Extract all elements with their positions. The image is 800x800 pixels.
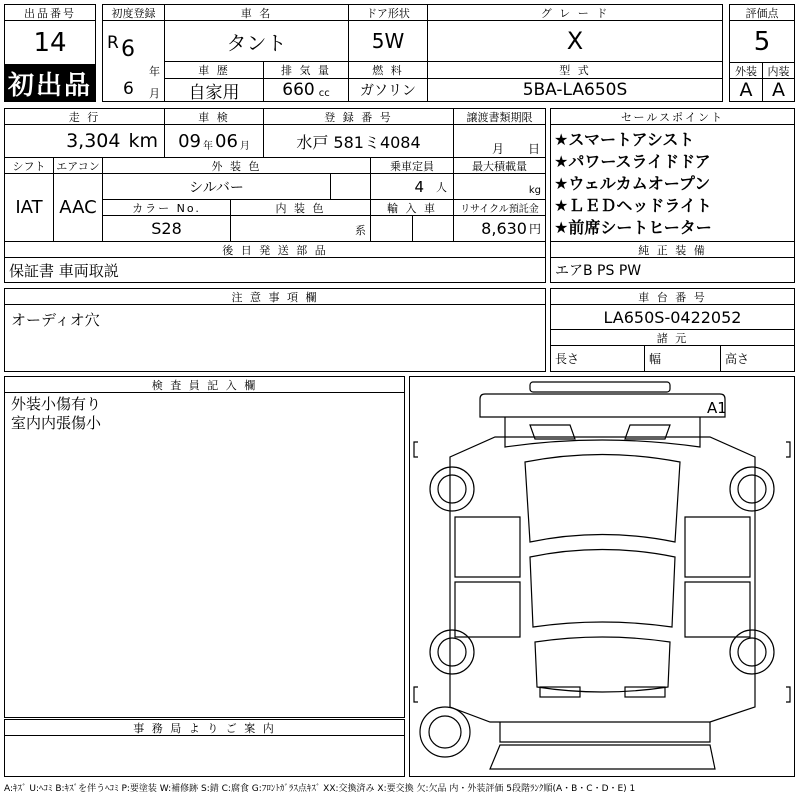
recycle-fee: 8,630 bbox=[481, 219, 527, 238]
import-box-b bbox=[412, 215, 454, 242]
standard-equipment-label: 純 正 装 備 bbox=[550, 241, 795, 258]
mileage-cell bbox=[4, 124, 165, 158]
sales-points-label: セールスポイント bbox=[550, 108, 795, 125]
recycle-cell bbox=[453, 215, 546, 242]
office-box bbox=[4, 735, 405, 777]
interior-color-unit: 系 bbox=[355, 224, 366, 237]
sales-point-item: ★ウェルカムオープン bbox=[554, 174, 711, 193]
exterior-color-blank bbox=[330, 173, 371, 200]
specs-label: 諸 元 bbox=[550, 329, 795, 346]
notes-box bbox=[4, 304, 546, 372]
displacement-unit: cc bbox=[318, 87, 330, 99]
month-unit: 月 bbox=[149, 87, 160, 100]
registration-number-label: 登 録 番 号 bbox=[263, 108, 454, 125]
inspector-line: 室内内張傷小 bbox=[11, 414, 102, 432]
score-label: 評価点 bbox=[729, 4, 795, 21]
car-diagram bbox=[409, 376, 795, 777]
later-parts-label: 後 日 発 送 部 品 bbox=[4, 241, 546, 258]
legend-footer: A:ｷｽﾞ U:ﾍｺﾐ B:ｷｽﾞを伴うﾍｺﾐ P:要塗装 W:補修跡 S:錆 C:腐食 G:ﾌﾛﾝﾄｶﾞﾗｽ点ｷｽﾞ XX:交換済み X:要交換 欠:欠品 内・外装評価 5段階ﾗﾝｸ順(A・B・C・D・E) 1 bbox=[4, 784, 636, 794]
score: 5 bbox=[729, 20, 795, 63]
sales-point-item: ★スマートアシスト bbox=[554, 130, 695, 149]
car-outline-drawing bbox=[410, 377, 794, 776]
exterior-grade: A bbox=[729, 78, 763, 102]
car-name-label: 車 名 bbox=[164, 4, 349, 21]
interior-grade: A bbox=[762, 78, 795, 102]
mileage-unit: km bbox=[128, 130, 158, 152]
history: 自家用 bbox=[164, 78, 264, 102]
capacity: 4 bbox=[414, 177, 424, 196]
office-label: 事 務 局 よ り ご 案 内 bbox=[4, 719, 405, 736]
damage-mark: A1 bbox=[707, 399, 727, 417]
transfer-day-unit: 日 bbox=[528, 142, 541, 156]
lot-number: 14 bbox=[4, 20, 96, 65]
max-load-unit: kg bbox=[528, 185, 541, 196]
chassis-number-label: 車 台 番 号 bbox=[550, 288, 795, 305]
inspector-line: 外装小傷有り bbox=[11, 395, 102, 413]
inspection-year-unit: 年 bbox=[203, 140, 213, 152]
import-box-a bbox=[370, 215, 413, 242]
standard-equipment: エアB PS PW bbox=[550, 257, 795, 283]
import-label: 輸 入 車 bbox=[370, 199, 454, 216]
chassis-number: LA650S-0422052 bbox=[550, 304, 795, 330]
first-listing-badge: 初出品 bbox=[4, 64, 96, 102]
first-registration-label: 初度登録 bbox=[102, 4, 165, 21]
recycle-label: リサイクル預託金 bbox=[453, 199, 546, 216]
color-number-label: カラー No. bbox=[102, 199, 231, 216]
sales-points-box bbox=[550, 124, 795, 242]
door-label: ドア形状 bbox=[348, 4, 428, 21]
capacity-unit: 人 bbox=[436, 180, 447, 194]
shift: IAT bbox=[4, 173, 54, 242]
car-name: タント bbox=[164, 20, 349, 62]
recycle-unit: 円 bbox=[528, 222, 541, 236]
later-parts: 保証書 車両取説 bbox=[4, 257, 546, 283]
inspector-label: 検 査 員 記 入 欄 bbox=[4, 376, 405, 393]
door-type: 5W bbox=[348, 20, 428, 62]
interior-color-cell bbox=[230, 215, 371, 242]
displacement-label: 排 気 量 bbox=[263, 61, 349, 79]
model-label: 型 式 bbox=[427, 61, 723, 79]
capacity-cell bbox=[370, 173, 454, 200]
year-unit: 年 bbox=[149, 65, 160, 78]
inspection-year: 09 bbox=[178, 130, 201, 152]
era-letter: R bbox=[107, 33, 119, 53]
grade: X bbox=[427, 20, 723, 62]
inspection-cell bbox=[164, 124, 264, 158]
history-label: 車 歴 bbox=[164, 61, 264, 79]
lot-number-label: 出品番号 bbox=[4, 4, 96, 21]
mileage-label: 走 行 bbox=[4, 108, 165, 125]
interior-color-label: 内 装 色 bbox=[230, 199, 371, 216]
registration-year: 6 bbox=[121, 37, 135, 62]
shift-label: シフト bbox=[4, 157, 54, 174]
inspector-box bbox=[4, 392, 405, 718]
first-registration-box bbox=[102, 20, 165, 102]
color-number: S28 bbox=[102, 215, 231, 242]
max-load-label: 最大積載量 bbox=[453, 157, 546, 174]
exterior-label: 外装 bbox=[729, 62, 763, 79]
sales-point-item: ★ＬＥＤヘッドライト bbox=[554, 196, 712, 215]
registration-month: 6 bbox=[123, 79, 134, 99]
height-cell: 高さ bbox=[720, 345, 795, 372]
exterior-color: シルバー bbox=[102, 173, 331, 200]
ac-label: エアコン bbox=[53, 157, 103, 174]
notes-text: オーディオ穴 bbox=[11, 311, 100, 329]
inspection-label: 車 検 bbox=[164, 108, 264, 125]
capacity-label: 乗車定員 bbox=[370, 157, 454, 174]
sales-point-item: ★パワースライドドア bbox=[554, 152, 711, 171]
interior-label: 内装 bbox=[762, 62, 795, 79]
fuel-label: 燃 料 bbox=[348, 61, 428, 79]
displacement: 660 bbox=[282, 80, 315, 100]
notes-label: 注 意 事 項 欄 bbox=[4, 288, 546, 305]
transfer-month-unit: 月 bbox=[492, 142, 505, 156]
inspection-month-unit: 月 bbox=[239, 140, 250, 152]
transfer-deadline-label: 譲渡書類期限 bbox=[453, 108, 546, 125]
inspection-month: 06 bbox=[215, 130, 238, 152]
model: 5BA-LA650S bbox=[427, 78, 723, 102]
mileage: 3,304 bbox=[66, 130, 121, 152]
registration-number: 水戸 581ミ4084 bbox=[263, 124, 454, 158]
aircon: AAC bbox=[53, 173, 103, 242]
transfer-deadline-box bbox=[453, 124, 546, 158]
exterior-color-label: 外 装 色 bbox=[102, 157, 371, 174]
displacement-cell bbox=[263, 78, 349, 102]
fuel: ガソリン bbox=[348, 78, 428, 102]
sales-point-item: ★前席シートヒーター bbox=[554, 218, 712, 237]
width-cell: 幅 bbox=[644, 345, 721, 372]
grade-label: グ レ ー ド bbox=[427, 4, 723, 21]
max-load-cell bbox=[453, 173, 546, 200]
length-cell: 長さ bbox=[550, 345, 645, 372]
